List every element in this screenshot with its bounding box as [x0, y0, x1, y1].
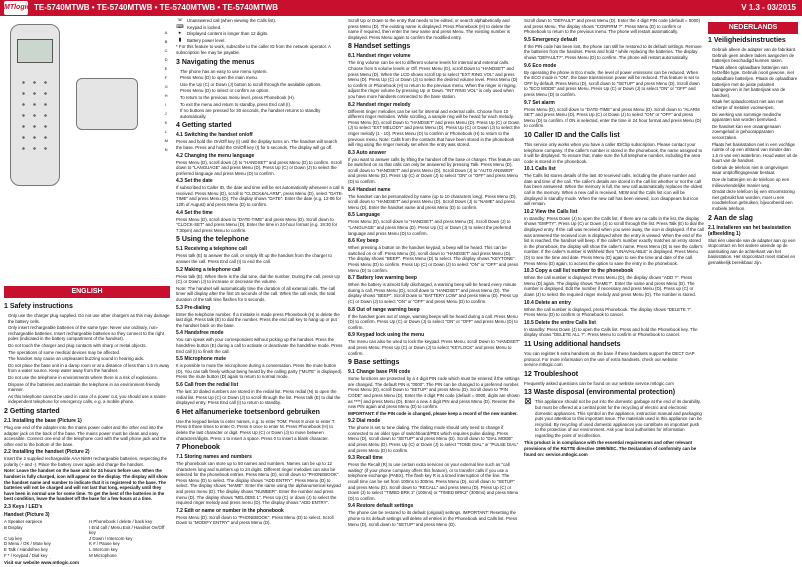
- list-item: Do not touch the charger and plug contacts with sharp or metal objects.: [8, 342, 147, 348]
- handset-callout-label: H: [164, 93, 168, 98]
- paragraph: The phone can be restored to its default (original) settings. IMPORTANT: Resetting the phone to its default settings will delete all entries in the Phonebook and Calls list. Press Menu (D), scroll down to "SETUP" and press Menu (D).: [348, 510, 518, 527]
- handset-callout-label: J: [164, 111, 167, 116]
- paragraph: The last 10 dialed numbers are stored in the redial list. Press redial (N) to open the redial list. Press Up (C) or Down (J) to scroll through the list. Press talk (E) to dial the displayed entry. Press End call (I) to return to standby.: [176, 388, 341, 406]
- subsection-title: 8.8 Out of range warning beep: [348, 306, 420, 313]
- paragraph: It is possible to mute the microphone during a conversation. Press the mute button (D). You can talk freely without being heard by the calling party ("MUTE" is displayed). Press the mute button (D) again to return to normal mode.: [176, 363, 343, 380]
- subsection-title: 9.4 Restore default settings: [348, 503, 414, 510]
- icon-description: Battery power level.: [187, 37, 226, 43]
- subsection-title: 10.2 View the Calls list: [524, 208, 578, 215]
- subsection-title: 5.2 Making a telephone call: [176, 266, 241, 273]
- section-title: 9 Base settings: [348, 359, 400, 367]
- paragraph: Press the Recall (R) to use certain extra services on your external line such as "call waiting" (if your phone company offers this feature), or to transfer calls if you use a telephone exchange (PABX). The flash key R is a timed interruption of the line. The recall time can be set from 100ms to 300ms. Press Menu (D), scroll down to "SETUP" and press Menu (D). Scroll down to "RECALL" and press Menu (D). Press Up (C) or Down (J) to select "TIMED BRK 1" (100ms) or "TIMED BRK2" (300ms) and press Menu (D) to confirm.: [348, 462, 519, 501]
- subsection-title: 9.2 Dial mode: [348, 418, 381, 425]
- display-icon: ▸: [178, 30, 182, 37]
- list-item: Gebruik de telefoon niet in omgevingen waar ontploffingsgevaar bestaat.: [712, 164, 789, 176]
- subsection-title: 10.5 Delete the entire Calls list: [524, 319, 596, 326]
- key-item: J Down / Intercom key: [89, 535, 133, 541]
- note: Note: Leave the handset on the base unit for 24 hours before use. When the handset is fully charged, icon will appear on the display. The display will show the handset name and number to indicate that it is registered to the base. The batteries will not be charged and will not last that long, especially until they have been in normal use for some time. To get the best of the batteries in the best condition, leave the handset off the base for a few hours at a time.: [4, 468, 168, 502]
- icon-row: [176, 31, 344, 37]
- section-title: 12 Troubleshoot: [524, 370, 579, 378]
- subsection-title: 9.6 Eco mode: [524, 62, 557, 69]
- paragraph: When the call number is displayed: Press Menu (D), the display shows "ADD ?". Press Menu (D) again. The display shows "NAME?". Enter the name and press Menu (D). The number is displayed. Edit the number if necessary and press Menu (D). Press up (C) or down (J) to select the required ringer melody and press Menu (D). The number is stored.: [524, 275, 696, 297]
- paragraph: When the battery is almost fully discharged, a warning beep will be heard every minute during a call. Press Menu (D), scroll down to "HANDSET" and press Menu (D). The display shows "BEEP". Scroll Down to "BATTERY LOW" and press Menu (D). Press Up (C) or Down (J) to select "ON" or "OFF" and press Menu (D) to confirm.: [348, 282, 518, 304]
- column-5: [708, 18, 798, 559]
- subsection-title: 4.2 Changing the menu language: [176, 152, 255, 159]
- icon-description: Keypad is locked.: [187, 24, 222, 30]
- display-icon: ▮: [178, 36, 182, 43]
- list-item: The operations of some medical devices may be affected.: [8, 349, 121, 355]
- key-item: A Speaker earpiece: [4, 519, 43, 525]
- subsection-title: 4.3 Set the date: [176, 178, 213, 185]
- subsection-title: 5.3 Pre-dialing: [176, 304, 211, 311]
- paragraph: The phonebook can store up to 50 names and numbers. Names can be up to 12 characters long and numbers up to 24 digits. Different ringer melodies can also be selected for the phonebook entries. Press Menu (D), scroll down to "PHONEBOOK". Press Menu (D) to select. The display shows "ADD ENTRY". Press Menu (D) to select. The display shows "NAME". Enter the name using the alphanumerical keypad and press menu (D). The display shows "NUMBER". Enter the number and press menu (D). The display shows "MELODIE 1". Press Up (C) or down (J) to select the required ringer melody and press menu (D). The display shows "ADD ENTRY".: [176, 461, 341, 506]
- column-4: [524, 18, 704, 559]
- icon-row: [176, 25, 344, 31]
- paragraph: The ring volume can be set to different volume levels for internal and external calls. Choose from 5 volume levels or Off. Press Menu (D), scroll Down to "HANDSET" and press Menu (D). When the LCD shows scroll Up to select "EXT RING VOL" and press Menu (D). Press Up (C) or Down (J) to select the desired volume level. Press Menu (D) to confirm or Phonebook (H) to return to the previous menu. When the ringer is ringing, adjust the ringer volume by pressing Up or Down. "INT RING VOL" is only used when you have more handsets connected to the base station.: [348, 60, 518, 99]
- key-item: L Intercom key: [89, 547, 118, 552]
- paragraph: When the call number is displayed, press Phonebook. The display shows "DELETE ?". Press Menu (D) to confirm or Phonebook to cancel.: [524, 306, 693, 318]
- paragraph: Some functions are protected by a 4 digit PIN code which must be entered if the settings are changed. The default PIN is "0000". The PIN can be changed to a preferred number. Press Menu (D), scroll Down to "SETUP" and press Menu (D). Scroll down to "PIN CODE" and press Menu (D). Enter the 4 digit PIN code (default = 0000, digits are shown as ****) and press Menu (D). Enter a new 4 digit PIN and press Menu (D). Reenter the new PIN again and press Menu (D) to confirm.: [348, 376, 520, 410]
- list-item: Do not place the base unit in a damp room or at a distance of less than 1.5 m away from a water source. Keep water away from the handset.: [8, 362, 170, 374]
- paragraph: The phone is set to tone dialing. The dialing mode should only need to change if connected to an older type of switchboard/PBX which requires pulse dialing. Press Menu (D), scroll down to "SETUP" and press Menu (D). Scroll down to "DIAL MODE" and press Menu (D). Press Up (C) or Down (J) to select "TONE DIAL" or "PULSE DIAL" and press Menu (D) to confirm.: [348, 425, 519, 453]
- subsection-title: 5.1 Receiving a telephone call: [176, 246, 247, 253]
- paragraph: Press Menu (D), scroll down (J) to "HANDSET" and press Menu (D) to confirm. Scroll down to "LANGUAGE" and press Menu (D). Press Up (C) or Down (J) to select the preferred language and press Menu (D) to confirm.: [176, 159, 342, 176]
- key-item: M Microphone: [89, 552, 117, 558]
- base-station-image: [76, 78, 138, 130]
- icon-row: [176, 38, 344, 44]
- section-title: 2 Aan de slag: [708, 214, 753, 222]
- safety-list: [4, 313, 170, 405]
- list-item: Only insert rechargeable batteries of the same type. Never use ordinary, non-rechargeable batteries. Insert rechargeable batteries so they connect to the right poles (indicated in the battery compartment of the handset).: [8, 325, 164, 342]
- subsection-title: 8.9 Keypad lock using the menu: [348, 332, 425, 339]
- list-item: Do not use the telephone in environments where there is a risk of explosions.: [8, 374, 158, 380]
- paragraph: You can register 5 extra handsets on the base if these handsets support the DECT GAP protocol. For more information on the use of extra handsets, check our website: service.mtlogic.com: [524, 350, 695, 368]
- subsection-title: 7.2 Edit or name or number in the phonebook: [176, 507, 284, 514]
- key-list: [4, 519, 170, 559]
- list-item: The phone has an easy to use menu system.: [180, 68, 268, 74]
- list-item: Press Menu (D) to select or confirm an option.: [180, 88, 270, 94]
- subsection-title: 8.7 Battery low warning beep: [348, 275, 417, 282]
- conformity-note: This product is in compliance with the essential requirements and other relevant provisions of the R&TTE directive 1999/5/EC. The Declaration of conformity can be found on: service.mtlogic.com: [524, 440, 697, 457]
- weee-row: [524, 396, 704, 439]
- section-title: 10 Caller ID and the Calls list: [524, 131, 620, 139]
- section-title: 1 Veiligheidsinstructies: [708, 37, 786, 44]
- subsection-title: 8.3 Auto answer: [348, 149, 387, 156]
- section-title: 13 Waste disposal (environmental protection): [524, 389, 676, 397]
- paragraph: Press Menu (D). Scroll down to "PHONEBOOK". Press Menu (D) to select. Scroll Down to "MODIFY ENTRY" and press Menu (D).: [176, 514, 334, 526]
- brand-logo: MTlogic: [4, 1, 28, 15]
- list-item: Plaats het basisstation niet in een vochtige ruimte of op een afstand van minder dan 1,5 m van een waterbron. Houd water uit de buurt van de handset.: [712, 141, 798, 164]
- subsection-title: 8.1 Handset ringer volume: [348, 53, 411, 60]
- subsection-title: 10.3 Copy a call list number to the phonebook: [524, 268, 634, 275]
- subsection-title: 8.6 Key beep: [348, 238, 379, 245]
- paragraph: Enter the telephone number. If a mistake is made press Phonebook (H) to delete the last digit. Press talk (E) to dial the number. Press the end call key to hang up or put the handset back on the base.: [176, 311, 340, 328]
- section-title: 6 Het alfanumerieke toetsenbord gebruiken: [176, 408, 320, 416]
- key-item: E Talk / Handsfree key: [4, 547, 48, 552]
- paragraph: In standby: Press Down (J) to open the Calls list. Press and hold the Phonebook key. The display shows "DELETE ALL ?". Press Menu to confirm or Phonebook to cancel.: [524, 326, 698, 338]
- column-1: [4, 18, 170, 559]
- paragraph: If you want to answer calls by lifting the handset off the base or charger. This feature can be switched on so that calls can only be answered by pressing Talk. Press Menu (D), scroll down to "HANDSET" and press Menu (D). Scroll Down (J) to "AUTO ANSWER" and press Menu (D). Press Up (C) or Down (J) to select "ON" or "OFF" and press Menu (D) to confirm.: [348, 156, 520, 185]
- paragraph: If the PIN code has been lost, the phone can still be restored to its default settings. Remove the batteries from the handset. Press and hold * while replacing the batteries. The display shows "DEFAULT?". Press Menu (D) to confirm. The phone will restart automatically.: [524, 43, 702, 60]
- key-item: [4, 558, 85, 559]
- paragraph: Different ringer melodies can be set for internal and external calls. Choose from 10 different ringer melodies. While scrolling, a sample ring will be heard for each melody. Press Menu (D), scroll Down to "HANDSET" and press Menu (D). Press Up (C) or Down (J) to select "EXT MELODY" and press Menu (D). Press Up (C) or Down (J) to select the ringer melody (1 - 10). Press Menu (D) to confirm or Phonebook (H) to return to the previous menu. Note: Calls from the contacts that have been stored in the phonebook will ring using the ringer melody set when the entry was stored.: [348, 108, 520, 148]
- subsection-title: 5.5 Microphone mute: [176, 356, 227, 363]
- list-item: To exit the menu and return to standby, press End call (I).: [180, 101, 292, 107]
- paragraph: Plug one end of the adapter into the mains power outlet and the other end into the adapter jack on the back of the base. The mains power must be clean and easy accessible. Connect one end of the telephone cord with the wall phone jack and the other end to the bottom of the base.: [4, 424, 167, 447]
- paragraph: This appliance should not be put into the domestic garbage at the end of its durability, but must be offered at a central point for the recycling of electric and electronic domestic appliances. This symbol on the appliance, instruction manual and packaging puts your attention to this important issue. The materials used in this appliance can be recycled. By recycling of used domestic appliances you contribute an important push to the protection of our environment. Ask your local authorities for information regarding the point of recollection.: [535, 399, 702, 438]
- paragraph: This service only works when you have a caller ID/Clip subscription. Please contact your telephone company. If the caller's number is stored in the phonebook, the name assigned to it will be displayed. To ensure that, make sure the full telephone number, including the area code is stored in the phonebook.: [524, 141, 703, 164]
- list-item: Plaats alleen oplaadbare batterijen van hetzelfde type. Gebruik nooit gewone, niet oplaadbare batterijen. Plaats de oplaadbare batterijen met de juiste polariteit (aangegeven in het batterijvak van de handset).: [712, 64, 798, 98]
- list-item: Doe de batterijen en de telefoon op een milieuvriendelijke manier weg.: [712, 177, 790, 188]
- handset-callout-label: N: [164, 147, 168, 152]
- paragraph: Press Menu (D), scroll down to "HANDSET" and press Menu (D). Scroll Down (J) to "LANGUAGE" and press Menu (D). Press Up (C) or Down (J) to select the preferred language and press Menu (D) to confirm.: [348, 219, 512, 236]
- paragraph: Press Menu (D), scroll down to "DATE-TIME" and press Menu (D). Scroll down to "CLOCK-SET" and press Menu (D). Enter the time in 24-hour format (e.g. 19:30 for 7:30pm) and press Menu to confirm.: [176, 216, 338, 233]
- section-title: 3 Navigating the menus: [176, 58, 255, 66]
- icon-description: Displayed content is longer than 12 digits.: [187, 31, 269, 37]
- paragraph: Press talk (E) to answer the call, or simply lift up the handset from the charger to answer the call. Press End call (I) to end the call.: [176, 253, 332, 265]
- list-item: To return to the previous menu level, press Phonebook (H).: [180, 94, 295, 100]
- paragraph: Sluit één uiteinde van de adapter aan op een stopcontact en het andere uiteinde op de aansluiting aan de achterkant van het basisstation. Het stopcontact moet stabiel en gemakkelijk bereikbaar zijn.: [708, 237, 796, 265]
- icon-row: [176, 18, 344, 24]
- icon-description: Unanswered call (when viewing the Calls list).: [187, 18, 277, 23]
- note: IMPORTANT: If the PIN code is changed, please keep a record of the new number.: [348, 410, 518, 416]
- subsection-title: 8.4 Handset name: [348, 186, 391, 193]
- list-item: De werking van sommige medische apparaten kan worden beïnvloed.: [712, 111, 782, 123]
- subsection-title: 5.6 Call from the redial list: [176, 381, 239, 388]
- subsection-title: 4.1 Switching the handset on/off: [176, 132, 253, 139]
- footer-website[interactable]: Visit our website www.mtlogic.com: [4, 560, 80, 565]
- key-item: F * / Keypad / Dial key: [4, 552, 48, 558]
- list-item: Use the Up (C) or Down (J) button to scroll through the available options.: [180, 81, 322, 87]
- list-item: The handset may cause an unpleasant buzzing sound in hearing aids.: [8, 356, 145, 362]
- handset-callout-label: D: [164, 57, 168, 62]
- list-item: Raak het oplaadcontact niet aan met scherpe of metalen voorwerpen.: [712, 99, 784, 110]
- paragraph: If the handset goes out of range, warning beeps will be heard during a call. Press Menu (D) to confirm. Press Up (C) or Down (J) to select "ON" or "OFF" and press Menu (D) to confirm.: [348, 313, 518, 330]
- icon-list: [176, 18, 344, 43]
- subsection-title: 8.2 Handset ringer melody: [348, 101, 411, 108]
- subsection-title: 5.4 Handsfree mode: [176, 330, 224, 337]
- subsection-title: 2.2 Installing the handset (Picture 2): [4, 449, 90, 456]
- key-item: B Display: [4, 524, 23, 530]
- subsection-title: 9.5 Emergency default: [524, 36, 578, 43]
- column-3: [348, 18, 520, 559]
- paragraph: Insert the 2 supplied rechargeable AAA NiMH rechargeable batteries, respecting the polarity (+ and -). Place the battery cover again and charge the handset.: [4, 456, 168, 467]
- weee-bin-icon: ⊠: [524, 396, 532, 407]
- handset-labels: [165, 28, 168, 154]
- section-title: 2 Getting started: [4, 407, 60, 415]
- paragraph: Press talk (E). When there is the dial tone, dial the number. During the call, press Up (C) or Down (J) to increase or decrease the volume.: [176, 273, 340, 285]
- key-item: D Menu / OK / Mute key: [4, 541, 51, 547]
- list-item: Press Menu (D) to open the main menu.: [180, 75, 259, 81]
- paragraph: The Calls list stores details of the last 40 received calls, including the phone number and date and time of the call. The caller's details are stored in the call list whether or not the call has been answered. When the memory is full, the new call automatically replaces the oldest call in the memory. When a new call is received, NEW and the Calls list icon will be displayed in standby mode. When the new call has been viewed, icon disappears but icon will remain.: [524, 173, 703, 207]
- key-item: H Phonebook / delete / back key: [89, 519, 153, 525]
- note: Note: The handset will automatically time the duration of all external calls. The call timer will display after the first 15 seconds of the call. When the call ends, the total duration of the talk time flashes for 5 seconds.: [176, 285, 336, 302]
- display-icon: ⌨: [176, 23, 184, 30]
- handset-callout-label: B: [164, 39, 168, 44]
- paragraph: Scroll down to "DEFAULT" and press Menu (D). Enter the 4 digit PIN code (default = 0000) and press Menu. The display shows "CONFIRM ?". Press Menu (D) to confirm or Phonebook to return to the previous menu. The phone will restart automatically.: [524, 18, 700, 35]
- section-title: 11 Using additional handsets: [524, 340, 621, 348]
- subsection-title: 4.4 Set the time: [176, 209, 213, 216]
- handset-callout-label: G: [164, 84, 168, 89]
- list-item: Omdat deze telefoon bij een stroomstoring niet gebruikt kan worden, moet u een noodtelefoon gebruiken, bijvoorbeeld een mobiele telefoon.: [712, 189, 795, 212]
- handset-display: [17, 39, 53, 63]
- list-item: If no buttons are pressed for 30 seconds, the handset returns to standby automatically.: [180, 108, 321, 119]
- handset-callout-label: E: [164, 66, 168, 71]
- handset-callout-label: A: [164, 30, 168, 35]
- section-title: 5 Using the telephone: [176, 236, 249, 244]
- handset-callout-label: I: [164, 102, 166, 107]
- subsection-title: 9.7 Set alarm: [524, 99, 555, 106]
- handset-callout-label: K: [164, 120, 168, 125]
- header-title: TE-5740MTWB • TE-5740MTWB • TE-5740MTWB • TE-5740MTWB: [34, 3, 278, 12]
- key-item: C Up key: [4, 535, 23, 541]
- key-item: K # / Pause key: [89, 541, 120, 547]
- language-bar-dutch: NEDERLANDS: [708, 22, 798, 34]
- list-item: De handset kan een onaangenaam zoemgeluid in gehoorapparaten veroorzaken.: [712, 123, 781, 140]
- subsection-title: 10.1 Calls list: [524, 166, 556, 173]
- list-item: Only use the charger plug supplied. Do not use other chargers as this may damage the battery cells.: [8, 313, 170, 324]
- phone-illustration: [4, 18, 170, 300]
- paragraph: The handset can be personalized by name (up to 10 characters long). Press Menu (D), scroll down to "HANDSET" and press Menu (D). Scroll Down (J) to "NAME" and press Menu (D). Enter the handset name and press Menu (D) to confirm.: [348, 193, 517, 210]
- header-bar: [0, 0, 802, 16]
- section-title: 8 Handset settings: [348, 43, 411, 51]
- subsection-title: Handset (Picture 3): [4, 512, 50, 519]
- subsection-title: 2.1 Installing the base (Picture 1): [4, 417, 82, 424]
- subsection-title: 2.3 Keys / LED's: [4, 504, 43, 511]
- key-item: I End call / Menu Exit / Handset On/Off key: [89, 524, 165, 536]
- display-icon: ☏: [176, 18, 184, 23]
- key-item: [89, 558, 170, 559]
- list-item: Dispose of the batteries and maintain the telephone in an environment-friendly manner.: [8, 381, 161, 393]
- handset-callout-label: M: [164, 138, 168, 143]
- handset-callout-label: C: [164, 48, 168, 53]
- column-2: [176, 18, 344, 559]
- paragraph: The menu can also be used to lock the keypad. Press Menu, scroll Down to "HANDSET" and press Menu. Press Up (C) or Down (J) to select "KEYLOCK" and press Menu to confirm.: [348, 339, 520, 356]
- handset-keypad: [18, 77, 52, 157]
- paragraph: You can speak with your correspondent without picking up the handset. Press the handsfree button (E) during a call to activate or deactivate the handsfree mode. Press End call (I) to finish the call.: [176, 337, 343, 354]
- paragraph: By operating the phone in Eco mode, the level of power emissions can be reduced. When the ECO mode is "ON", the base transmission power will be reduced. This feature is set to OFF by default. Press Menu (D), scroll down to "SETUP" and press Menu (D). Scroll down to "ECO MODE" and press Menu. Press Up (C) or Down (J) to select "ON" or "OFF" and press Menu (D) to confirm.: [524, 69, 700, 97]
- paragraph: Press Menu (D), scroll down to "DATE-TIME" and press Menu (D). Scroll down to "ALARM SET" and press Menu (D). Press Up (C) or Down (J) to select "ON" or "OFF" and press Menu (D) to confirm. If ON is selected, enter the time in 24 hour format and press Menu (D) to confirm.: [524, 106, 702, 129]
- paragraph: Use the keypad below to enter names, e.g. to enter TOM: Press 8 once to enter T. Press 6 three times to enter O. Press 6 once to enter M. Press Phonebook (H) to delete the last character or digit. Press Up (C) or Down (J) to move between characters/digits. Press 1 to insert a space. Press 0 to insert a blank character.: [176, 418, 336, 441]
- handset-callout-label: L: [164, 129, 167, 134]
- paragraph: Frequently asked questions can be found on our website service.mtlogic.com: [524, 380, 674, 386]
- paragraph: In standby: Press Down (J) to open the Calls list. If there are no calls in the list, the display shows "EMPTY". Press Up (C) or Down (J) to scroll through the list. Press Talk (E) to dial the displayed entry. If the call was received when you were away, the icon is displayed. If the call was answered the received icon is displayed when the entry is viewed. When the end of the list is reached, the handset will beep. If the caller's number exactly matches an entry stored in the phonebook, the display will show the caller's name. Press Menu (D) to see the caller's number. If the caller's number is Withheld then "UNAVAILABLE" is displayed. Press Menu (D) to see the time and date. Press Menu (D) again to see the time and date of the call. Press Menu (D) again, to access the option to save the entry in the phonebook.: [524, 215, 704, 266]
- paragraph: If subscribed to Caller ID, the date and time will be set automatically whenever a call is received. Press Menu (D), scroll to "CLOCK&ALARM", press Menu (D), select "DATE-TIME" and press Menu (D). The display shows "DATE". Enter the date (e.g. 12-06 for 12th of August) and press Menu (D) to confirm.: [176, 185, 344, 208]
- section-title: 4 Getting started: [176, 122, 232, 130]
- subsection-title: 8.5 Language: [348, 212, 380, 219]
- list-item: As this telephone cannot be used in case of a power cut, you should use a mains-independent telephone for emergency calls, e.g. a mobile phone.: [8, 393, 167, 405]
- subsection-title: 10.4 Delete an entry: [524, 299, 571, 306]
- paragraph: Press and hold the On/Off key (I) until the display turns on. The handset will search the base. Press and hold the On/Off key (I) for 5 seconds. The display will go off.: [176, 139, 338, 150]
- section-title: 1 Safety instructions: [4, 303, 73, 310]
- subsection-title: 2.1 Installeren van het basisstation (afbeelding 1): [708, 224, 791, 237]
- header-version: V 1.3 - 03/2015: [741, 3, 796, 12]
- note: * For this feature to work, subscribe to the caller ID from the network operator. A subscription fee may be payable.: [176, 44, 331, 55]
- menu-steps: [176, 69, 344, 120]
- section-title: 7 Phonebook: [176, 444, 220, 452]
- paragraph: When pressing a button on the handset keypad, a beep will be heard. This can be switched on or off. Press Menu (D), scroll down to "HANDSET" and press Menu (D). The display shows "BEEP". Press Menu (D) to select. The display shows "KEYTONE". Press Menu (D) to confirm. Press Up (C) or Down (J) to select "ON" or "OFF" and press Menu (D) to confirm.: [348, 245, 519, 273]
- language-bar-english: ENGLISH: [4, 286, 170, 298]
- subsection-title: 9.3 Recall time: [348, 455, 383, 462]
- paragraph: Scroll Up or Down to the entry that needs to be edited, or search alphabetically and press Menu (D). The existing name is displayed. Press Phonebook (H) to delete the name if required, then enter the new name and press Menu. The existing number is displayed. Press Menu again to confirm the modified entry.: [348, 18, 511, 40]
- safety-list-nl: [708, 47, 798, 212]
- list-item: Gebruik alleen de adapter van de fabrikant. Gebruik geen andere laders aangezien de batterijen beschadigd kunnen raken.: [712, 47, 797, 64]
- subsection-title: 7.1 Storing names and numbers: [176, 454, 252, 461]
- handset-callout-label: F: [164, 75, 168, 80]
- subsection-title: 9.1 Change base PIN code: [348, 369, 411, 376]
- handset-image: [10, 24, 60, 186]
